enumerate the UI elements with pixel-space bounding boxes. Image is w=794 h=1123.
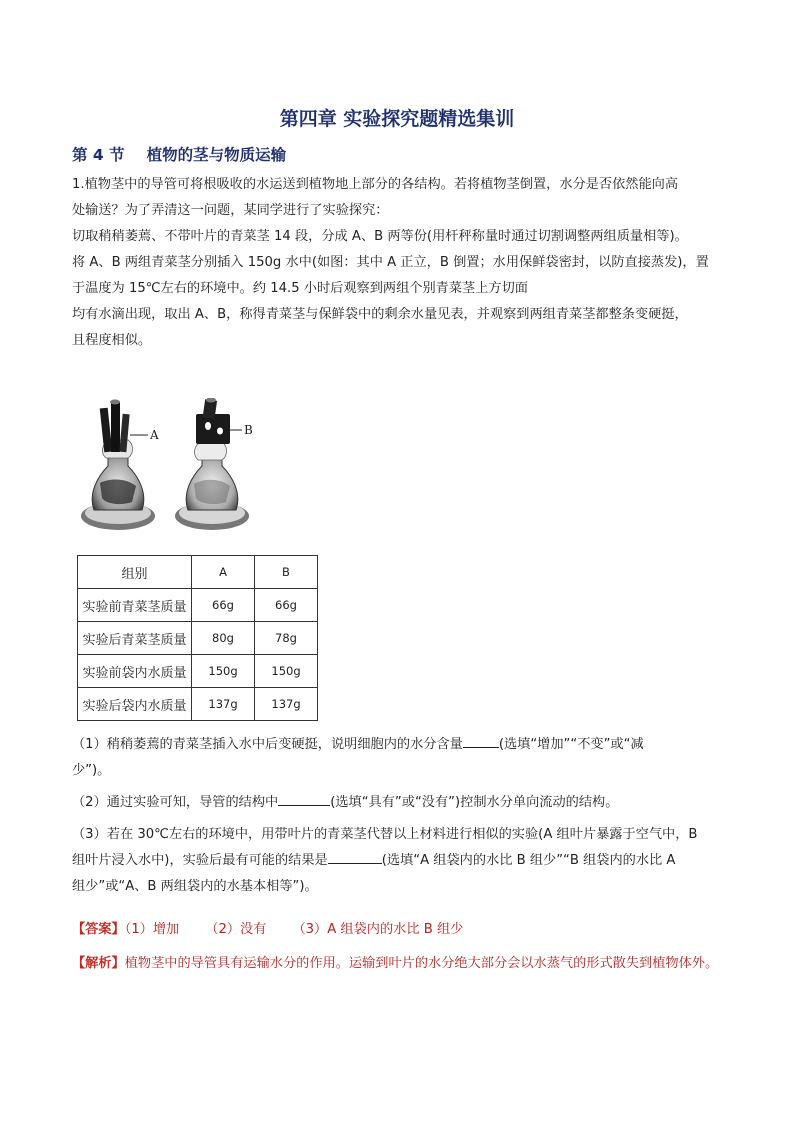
table-header-cell: 组别 — [78, 556, 192, 589]
analysis-block — [72, 950, 722, 977]
table-cell: 实验前青菜茎质量 — [78, 589, 192, 622]
question-line: 且程度相似。 — [72, 333, 152, 348]
question-line: 于温度为 15℃左右的环境中。约 14.5 小时后观察到两组个别青菜茎上方切面 — [72, 281, 528, 296]
sub-question-text: 组叶片浸入水中)，实验后最有可能的结果是 — [72, 853, 328, 868]
results-table — [77, 555, 318, 721]
table-cell: 66g — [255, 589, 318, 622]
flask-illustration — [80, 398, 310, 533]
section-name: 植物的茎与物质运输 — [146, 146, 287, 164]
section-number: 第 4 节 — [72, 146, 125, 164]
question-line: 将 A、B 两组青菜茎分别插入 150g 水中(如图：其中 A 正立，B 倒置；水用保鲜袋密封，以防直接蒸发)，置 — [72, 255, 709, 270]
answer-1: （1）增加 — [124, 922, 180, 937]
answer-2: （2）没有 — [205, 922, 267, 937]
question-line: 切取稍稍萎蔫、不带叶片的青菜茎 14 段，分成 A、B 两等份(用杆秤称量时通过切割调整两组质量相等)。 — [72, 229, 688, 244]
table-row — [78, 622, 318, 655]
sub-question-1-cont: 少”)。 — [72, 763, 111, 778]
sub-question-text: (选填“A 组袋内的水比 B 组少”“B 组袋内的水比 A — [381, 853, 676, 868]
sub-question-text: (选填“具有”或“没有”)控制水分单向流动的结构。 — [330, 795, 619, 810]
sub-question-text: （1）稍稍萎蔫的青菜茎插入水中后变硬挺，说明细胞内的水分含量 — [72, 737, 463, 752]
question-line: 1.植物茎中的导管可将根吸收的水运送到植物地上部分的各结构。若将植物茎倒置，水分是否依然能向高 — [72, 177, 679, 192]
sub-question-3: （3）若在 30℃左右的环境中，用带叶片的青菜茎代替以上材料进行相似的实验(A 组叶片暴露于空气中，B — [72, 827, 698, 842]
flask-a — [81, 400, 159, 531]
table-row — [78, 688, 318, 721]
answer-blank[interactable] — [463, 733, 499, 748]
table-row — [78, 589, 318, 622]
table-header-row — [78, 556, 318, 589]
table-cell: 78g — [255, 622, 318, 655]
answer-blank[interactable] — [328, 849, 382, 864]
sub-question-text: （2）通过实验可知，导管的结构中 — [72, 795, 279, 810]
question-line: 均有水滴出现，取出 A、B，称得青菜茎与保鲜袋中的剩余水量见表，并观察到两组青菜茎都整条变硬挺， — [72, 307, 688, 322]
table-cell: 实验后青菜茎质量 — [78, 622, 192, 655]
table-header-cell: B — [255, 556, 318, 589]
label-a: A — [150, 428, 159, 442]
answer-3: （3）A 组袋内的水比 B 组少 — [292, 922, 464, 937]
sub-question-2 — [72, 790, 722, 816]
table-row — [78, 655, 318, 688]
label-b: B — [244, 423, 253, 437]
question-text — [72, 172, 722, 354]
sub-questions — [72, 732, 722, 900]
sub-question-3-cont — [72, 848, 722, 874]
question-line: 处输送？为了弄清这一问题，某同学进行了实验探究： — [72, 203, 389, 218]
table-cell: 150g — [255, 655, 318, 688]
table-cell: 实验后袋内水质量 — [78, 688, 192, 721]
sub-question-1 — [72, 732, 722, 758]
sub-question-text: (选填“增加”“不变”或“减 — [498, 737, 644, 752]
flask-b — [175, 398, 253, 530]
chapter-title: 第四章 实验探究题精选集训 — [279, 108, 515, 130]
table-cell: 66g — [192, 589, 255, 622]
answer-blank[interactable] — [278, 791, 330, 806]
table-cell: 实验前袋内水质量 — [78, 655, 192, 688]
table-cell: 80g — [192, 622, 255, 655]
table-cell: 150g — [192, 655, 255, 688]
table-header-cell: A — [192, 556, 255, 589]
table-cell: 137g — [192, 688, 255, 721]
sub-question-3-end: 组少”或“A、B 两组袋内的水基本相等”)。 — [72, 879, 318, 894]
section-heading — [72, 143, 286, 165]
analysis-tag: 【解析】 — [72, 956, 125, 971]
table-cell: 137g — [255, 688, 318, 721]
answer-line — [72, 918, 463, 937]
answer-tag: 【答案】 — [72, 922, 125, 937]
analysis-text: 植物茎中的导管具有运输水分的作用。运输到叶片的水分绝大部分会以水蒸气的形式散失到植物体外。 — [124, 956, 719, 971]
experiment-figure — [80, 398, 310, 533]
